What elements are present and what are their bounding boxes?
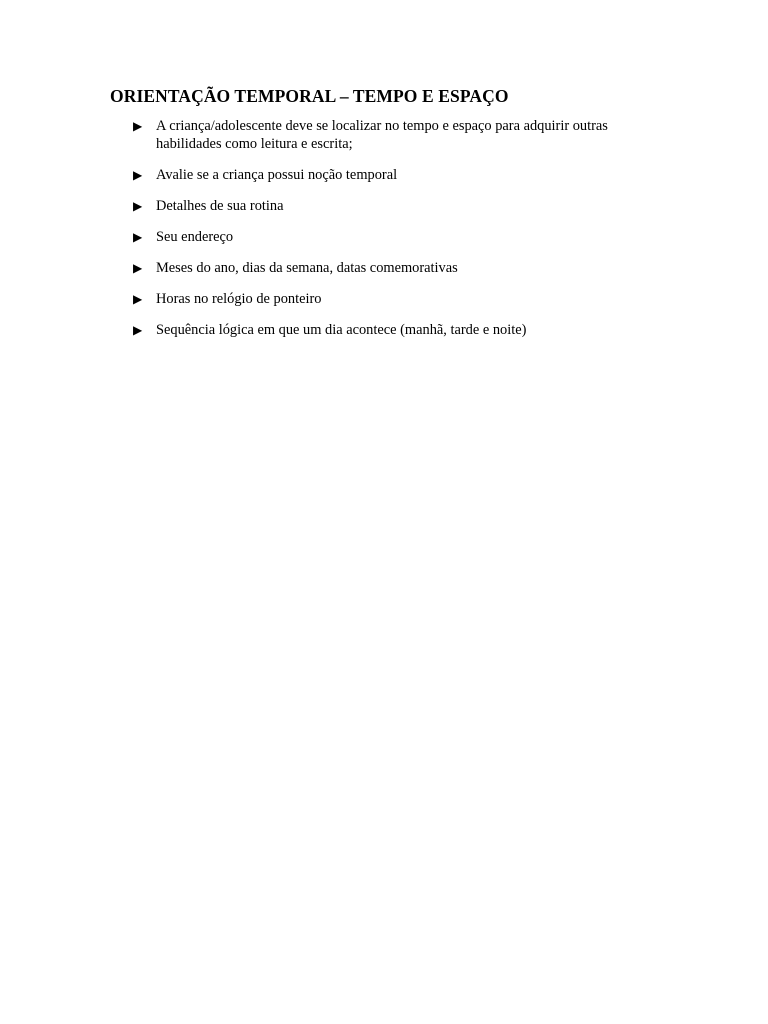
list-item-text: Avalie se a criança possui noção temporal [156,166,398,183]
list-item-text: Meses do ano, dias da semana, datas comemorativas [156,259,458,276]
list-item-text: Detalhes de sua rotina [156,197,284,214]
list-item [133,229,673,247]
right-pointing-triangle-icon: ▶ [133,198,143,213]
list-item-text: Seu endereço [156,228,234,245]
right-pointing-triangle-icon: ▶ [133,260,143,275]
right-pointing-triangle-icon: ▶ [133,322,143,337]
right-pointing-triangle-icon: ▶ [133,167,143,182]
list-item [133,167,673,185]
right-pointing-triangle-icon: ▶ [133,291,143,306]
list-item [133,118,673,153]
list-item [133,291,673,309]
bullet-list [133,118,673,353]
right-pointing-triangle-icon: ▶ [133,119,143,133]
list-item-text: Horas no relógio de ponteiro [156,290,322,307]
document-title: ORIENTAÇÃO TEMPORAL – TEMPO E ESPAÇO [110,86,509,106]
list-item-text: Sequência lógica em que um dia acontece (manhã, tarde e noite) [156,321,527,338]
list-item [133,260,673,278]
list-item-text: A criança/adolescente deve se localizar no tempo e espaço para adquirir outras habilidades como leitura e escrita; [156,118,608,152]
list-item [133,322,673,340]
list-item [133,198,673,216]
right-pointing-triangle-icon: ▶ [133,229,143,244]
